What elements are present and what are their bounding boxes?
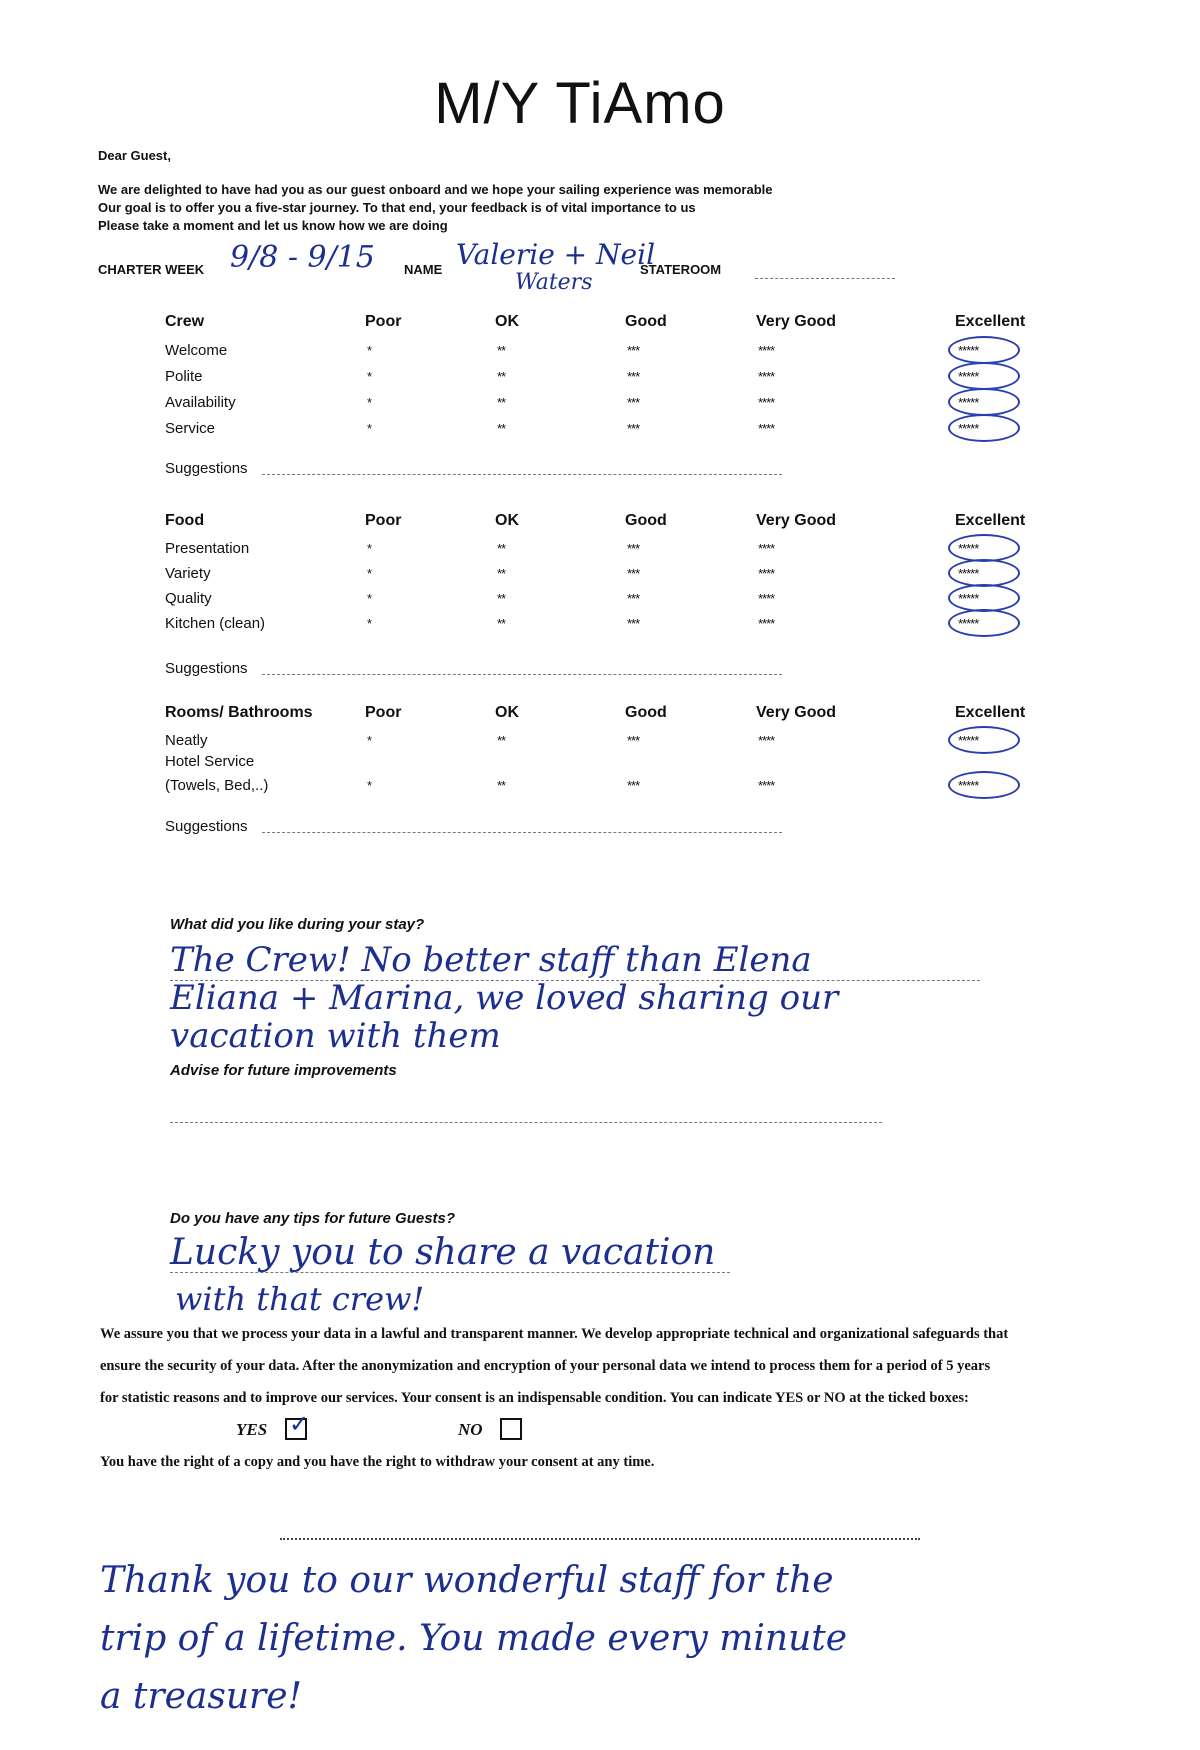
selected-rating-circle bbox=[948, 534, 1020, 562]
rating-option-3-stars[interactable]: *** bbox=[627, 541, 640, 556]
rating-option-4-stars[interactable]: **** bbox=[758, 421, 775, 436]
like-answer-line-3[interactable]: vacation with them bbox=[170, 1016, 501, 1056]
rating-option-3-stars[interactable]: *** bbox=[627, 369, 640, 384]
rating-option-2-stars[interactable]: ** bbox=[497, 566, 506, 581]
tips-answer-line-1[interactable]: Lucky you to share a vacation bbox=[170, 1232, 716, 1273]
section-title: Food bbox=[165, 512, 205, 529]
charter-week-label: CHARTER WEEK bbox=[98, 262, 205, 277]
consent-rights: You have the right of a copy and you have the right to withdraw your consent at any time. bbox=[100, 1454, 655, 1470]
rating-option-5-stars[interactable]: ***** bbox=[958, 733, 979, 748]
selected-rating-circle bbox=[948, 336, 1020, 364]
selected-rating-circle bbox=[948, 362, 1020, 390]
name-label: NAME bbox=[404, 262, 443, 277]
closing-dotted-line bbox=[280, 1538, 920, 1540]
rating-column-header: Good bbox=[625, 704, 667, 721]
rating-column-header: Good bbox=[625, 313, 667, 330]
rating-row-label: Hotel Service bbox=[165, 753, 255, 770]
rating-option-1-stars[interactable]: * bbox=[367, 616, 372, 631]
charter-week-value[interactable]: 9/8 - 9/15 bbox=[230, 240, 375, 275]
rating-option-2-stars[interactable]: ** bbox=[497, 616, 506, 631]
rating-option-3-stars[interactable]: *** bbox=[627, 421, 640, 436]
suggestions-label: Suggestions bbox=[165, 460, 248, 477]
rating-option-4-stars[interactable]: **** bbox=[758, 369, 775, 384]
rating-option-5-stars[interactable]: ***** bbox=[958, 421, 979, 436]
rating-option-3-stars[interactable]: *** bbox=[627, 778, 640, 793]
stateroom-label: STATEROOM bbox=[640, 262, 722, 277]
selected-rating-circle bbox=[948, 609, 1020, 637]
rating-row-label: Availability bbox=[165, 394, 236, 411]
improve-answer-line[interactable] bbox=[170, 1122, 882, 1123]
rating-option-5-stars[interactable]: ***** bbox=[958, 541, 979, 556]
rating-row-label: Service bbox=[165, 420, 216, 437]
stateroom-field-line[interactable] bbox=[755, 278, 895, 279]
selected-rating-circle bbox=[948, 414, 1020, 442]
suggestions-line[interactable] bbox=[262, 474, 782, 475]
rating-row-label: Quality bbox=[165, 590, 212, 607]
rating-option-4-stars[interactable]: **** bbox=[758, 395, 775, 410]
suggestions-label: Suggestions bbox=[165, 660, 248, 677]
rating-option-4-stars[interactable]: **** bbox=[758, 778, 775, 793]
rating-column-header: OK bbox=[495, 313, 519, 330]
selected-rating-circle bbox=[948, 559, 1020, 587]
rating-option-3-stars[interactable]: *** bbox=[627, 395, 640, 410]
consent-text-line-3: for statistic reasons and to improve our services. Your consent is an indispensable condition. You can indicate YES or NO at the ticked boxes: bbox=[100, 1390, 969, 1406]
rating-option-4-stars[interactable]: **** bbox=[758, 616, 775, 631]
rating-option-2-stars[interactable]: ** bbox=[497, 421, 506, 436]
rating-option-1-stars[interactable]: * bbox=[367, 566, 372, 581]
like-answer-line-2[interactable]: Eliana + Marina, we loved sharing our bbox=[170, 978, 839, 1018]
rating-option-2-stars[interactable]: ** bbox=[497, 369, 506, 384]
rating-option-5-stars[interactable]: ***** bbox=[958, 616, 979, 631]
name-value[interactable]: Valerie + Neil bbox=[456, 238, 656, 271]
section-title: Crew bbox=[165, 313, 205, 330]
rating-column-header: Excellent bbox=[955, 313, 1026, 330]
tips-answer-rule bbox=[170, 1272, 730, 1273]
rating-option-5-stars[interactable]: ***** bbox=[958, 566, 979, 581]
intro-line-3: Please take a moment and let us know how we are doing bbox=[98, 218, 448, 233]
form-title: M/Y TiAmo bbox=[434, 71, 726, 136]
rating-option-1-stars[interactable]: * bbox=[367, 591, 372, 606]
consent-no-label: NO bbox=[458, 1420, 483, 1439]
rating-option-3-stars[interactable]: *** bbox=[627, 733, 640, 748]
rating-row-label: Presentation bbox=[165, 540, 250, 557]
rating-option-3-stars[interactable]: *** bbox=[627, 343, 640, 358]
rating-column-header: Good bbox=[625, 512, 667, 529]
rating-column-header: Very Good bbox=[756, 313, 837, 330]
rating-option-4-stars[interactable]: **** bbox=[758, 343, 775, 358]
selected-rating-circle bbox=[948, 388, 1020, 416]
like-answer-line-1[interactable]: The Crew! No better staff than Elena bbox=[170, 940, 812, 980]
suggestions-line[interactable] bbox=[262, 674, 782, 675]
consent-yes-checkbox[interactable] bbox=[285, 1410, 310, 1440]
rating-option-2-stars[interactable]: ** bbox=[497, 778, 506, 793]
rating-option-4-stars[interactable]: **** bbox=[758, 591, 775, 606]
rating-option-2-stars[interactable]: ** bbox=[497, 541, 506, 556]
rating-option-2-stars[interactable]: ** bbox=[497, 395, 506, 410]
like-question: What did you like during your stay? bbox=[170, 916, 425, 933]
rating-option-2-stars[interactable]: ** bbox=[497, 591, 506, 606]
rating-option-5-stars[interactable]: ***** bbox=[958, 369, 979, 384]
selected-rating-circle bbox=[948, 726, 1020, 754]
rating-column-header: Poor bbox=[365, 512, 402, 529]
intro-line-1: We are delighted to have had you as our guest onboard and we hope your sailing experience was memorable bbox=[98, 182, 773, 197]
closing-note-line-2[interactable]: trip of a lifetime. You made every minute bbox=[100, 1618, 848, 1659]
closing-note-line-3[interactable]: a treasure! bbox=[100, 1676, 302, 1717]
selected-rating-circle bbox=[948, 584, 1020, 612]
rating-column-header: Very Good bbox=[756, 512, 837, 529]
rating-option-2-stars[interactable]: ** bbox=[497, 343, 506, 358]
rating-option-1-stars[interactable]: * bbox=[367, 778, 372, 793]
rating-option-1-stars[interactable]: * bbox=[367, 369, 372, 384]
rating-option-3-stars[interactable]: *** bbox=[627, 616, 640, 631]
rating-option-4-stars[interactable]: **** bbox=[758, 733, 775, 748]
name-value-surname[interactable]: Waters bbox=[515, 270, 593, 295]
rating-row-label: Neatly bbox=[165, 732, 208, 749]
consent-text-line-2: ensure the security of your data. After the anonymization and encryption of your personal data we intend to process them for a period of 5 years bbox=[100, 1358, 991, 1374]
closing-note-line-1[interactable]: Thank you to our wonderful staff for the bbox=[100, 1560, 834, 1601]
improve-question: Advise for future improvements bbox=[170, 1062, 397, 1079]
rating-row-label: Variety bbox=[165, 565, 211, 582]
rating-option-1-stars[interactable]: * bbox=[367, 421, 372, 436]
rating-row-label: (Towels, Bed,..) bbox=[165, 777, 269, 794]
rating-option-3-stars[interactable]: *** bbox=[627, 591, 640, 606]
rating-row-label: Polite bbox=[165, 368, 203, 385]
rating-column-header: Poor bbox=[365, 313, 402, 330]
salutation: Dear Guest, bbox=[98, 148, 171, 163]
rating-option-1-stars[interactable]: * bbox=[367, 395, 372, 410]
rating-option-5-stars[interactable]: ***** bbox=[958, 343, 979, 358]
rating-option-5-stars[interactable]: ***** bbox=[958, 591, 979, 606]
check-mark-icon: ✓ bbox=[289, 1410, 310, 1438]
rating-column-header: Excellent bbox=[955, 704, 1026, 721]
section-title: Rooms/ Bathrooms bbox=[165, 704, 313, 721]
rating-row-label: Welcome bbox=[165, 342, 228, 359]
rating-option-4-stars[interactable]: **** bbox=[758, 541, 775, 556]
suggestions-line[interactable] bbox=[262, 832, 782, 833]
selected-rating-circle bbox=[948, 771, 1020, 799]
rating-option-4-stars[interactable]: **** bbox=[758, 566, 775, 581]
rating-column-header: Excellent bbox=[955, 512, 1026, 529]
rating-option-3-stars[interactable]: *** bbox=[627, 566, 640, 581]
rating-option-5-stars[interactable]: ***** bbox=[958, 778, 979, 793]
rating-column-header: OK bbox=[495, 704, 519, 721]
rating-option-1-stars[interactable]: * bbox=[367, 541, 372, 556]
tips-question: Do you have any tips for future Guests? bbox=[170, 1210, 456, 1227]
intro-line-2: Our goal is to offer you a five-star journey. To that end, your feedback is of vital importance to us bbox=[98, 200, 696, 215]
consent-no-checkbox[interactable] bbox=[500, 1418, 522, 1440]
rating-option-1-stars[interactable]: * bbox=[367, 343, 372, 358]
consent-text-line-1: We assure you that we process your data in a lawful and transparent manner. We develop appropriate technical and organizational safeguards that bbox=[100, 1326, 1009, 1342]
tips-answer-line-2[interactable]: with that crew! bbox=[175, 1280, 425, 1318]
rating-option-2-stars[interactable]: ** bbox=[497, 733, 506, 748]
suggestions-label: Suggestions bbox=[165, 818, 248, 835]
rating-column-header: Very Good bbox=[756, 704, 837, 721]
rating-column-header: Poor bbox=[365, 704, 402, 721]
rating-option-5-stars[interactable]: ***** bbox=[958, 395, 979, 410]
rating-option-1-stars[interactable]: * bbox=[367, 733, 372, 748]
rating-row-label: Kitchen (clean) bbox=[165, 615, 266, 632]
consent-yes-label: YES bbox=[236, 1420, 268, 1439]
rating-column-header: OK bbox=[495, 512, 519, 529]
